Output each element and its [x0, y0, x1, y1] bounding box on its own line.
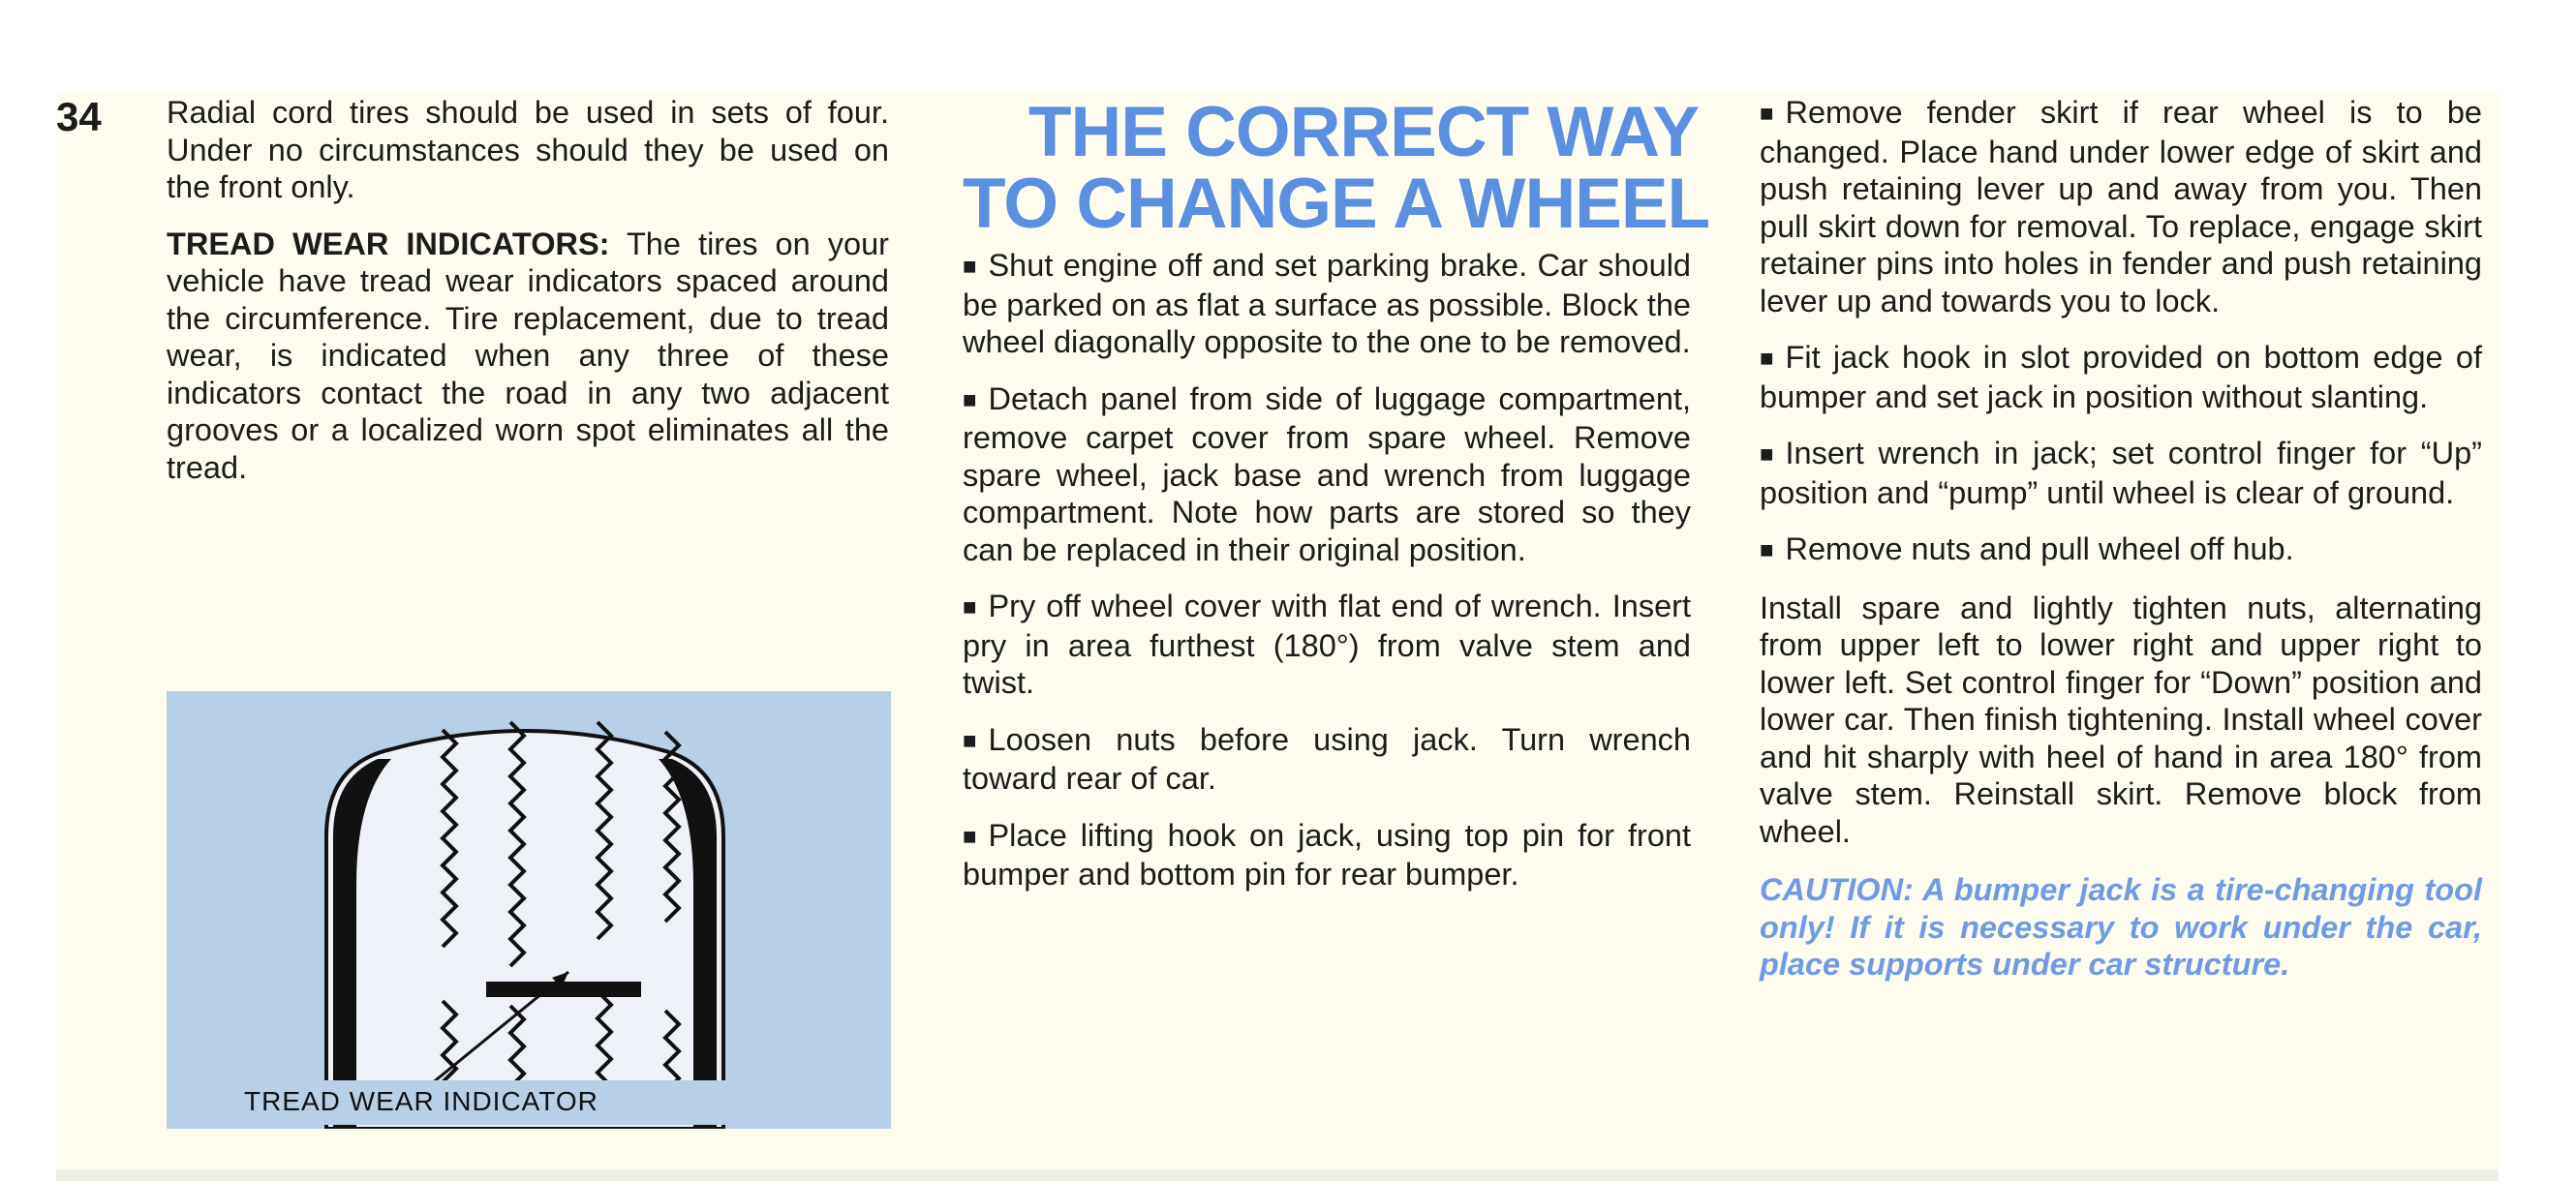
step-text: Loosen nuts before using jack. Turn wrench toward rear of car.	[963, 721, 1691, 796]
bullet-square-icon: ■	[1760, 441, 1774, 468]
step-detach-panel	[963, 380, 1691, 569]
step-remove-fender-skirt	[1760, 94, 2482, 319]
bullet-square-icon: ■	[963, 823, 977, 850]
step-text: Detach panel from side of luggage compartment, remove carpet cover from spare wheel. Remove spare wheel, jack base and wrench from luggage compartment. Note how parts are stored so they can be replaced in their original position.	[963, 380, 1691, 567]
middle-column	[963, 247, 1691, 913]
tread-wear-paragraph	[167, 226, 889, 487]
step-text: Insert wrench in jack; set control finger for “Up” position and “pump” until wheel is clear of ground.	[1760, 436, 2482, 510]
tread-wear-bar	[486, 982, 641, 997]
step-loosen-nuts	[963, 721, 1691, 798]
bullet-square-icon: ■	[963, 594, 977, 621]
left-column	[167, 94, 889, 486]
bullet-square-icon: ■	[963, 254, 977, 280]
step-text: Remove nuts and pull wheel off hub.	[1785, 531, 2294, 566]
step-insert-wrench	[1760, 435, 2482, 511]
right-column	[1760, 94, 2482, 984]
step-fit-jack-hook	[1760, 339, 2482, 415]
page-title	[963, 93, 1710, 243]
page-edge	[56, 1169, 2499, 1181]
step-text: Pry off wheel cover with flat end of wrench. Insert pry in area furthest (180°) from valve stem and twist.	[963, 589, 1691, 700]
tire-drawing	[167, 691, 891, 1129]
step-place-hook	[963, 817, 1691, 893]
step-text: Place lifting hook on jack, using top pin for front bumper and bottom pin for rear bumper.	[963, 817, 1691, 892]
step-shut-engine	[963, 247, 1691, 361]
bullet-square-icon: ■	[1760, 101, 1774, 127]
step-text: Remove fender skirt if rear wheel is to be changed. Place hand under lower edge of skirt and push retaining lever up and away from you. Then pull skirt down for removal. To replace, engage skirt retainer pins into holes in fender and push retaining lever up and towards you to lock.	[1760, 95, 2482, 318]
step-pry-wheel-cover	[963, 588, 1691, 702]
bullet-square-icon: ■	[963, 727, 977, 754]
bullet-square-icon: ■	[1760, 346, 1774, 372]
step-remove-nuts	[1760, 530, 2482, 570]
radial-tires-paragraph: Radial cord tires should be used in sets of four. Under no circumstances should they be used on the front only.	[167, 95, 889, 204]
tread-wear-heading: TREAD WEAR INDICATORS:	[167, 226, 610, 261]
title-line-2: TO CHANGE A WHEEL	[963, 165, 1710, 243]
bullet-square-icon: ■	[1760, 537, 1774, 563]
caution-note: CAUTION: A bumper jack is a tire-changing tool only! If it is necessary to work under the car, place supports under car structure.	[1760, 872, 2482, 982]
bullet-square-icon: ■	[963, 386, 977, 413]
step-text: Shut engine off and set parking brake. Car should be parked on as flat a surface as possible. Block the wheel diagonally opposite to the one to be removed.	[963, 248, 1691, 359]
tread-wear-body: The tires on your vehicle have tread wear indicators spaced around the circumference. Tire replacement, due to tread wear, is indicated when any three of these indicators contact the road in any two adjacent grooves or a localized worn spot eliminates all the tread.	[167, 226, 889, 485]
install-spare-paragraph: Install spare and lightly tighten nuts, alternating from upper left to lower right and upper right to lower left. Set control finger for “Down” position and lower car. Then finish tightening. Install wheel cover and hit sharply with heel of hand in area 180° from valve stem. Reinstall skirt. Remove block from wheel.	[1760, 590, 2482, 849]
tire-illustration	[167, 691, 891, 1129]
page-number: 34	[56, 94, 102, 139]
tread-wear-indicator-label: TREAD WEAR INDICATOR	[244, 1086, 598, 1116]
step-text: Fit jack hook in slot provided on bottom edge of bumper and set jack in position without slanting.	[1760, 340, 2482, 414]
title-line-1: THE CORRECT WAY	[1027, 93, 1699, 171]
